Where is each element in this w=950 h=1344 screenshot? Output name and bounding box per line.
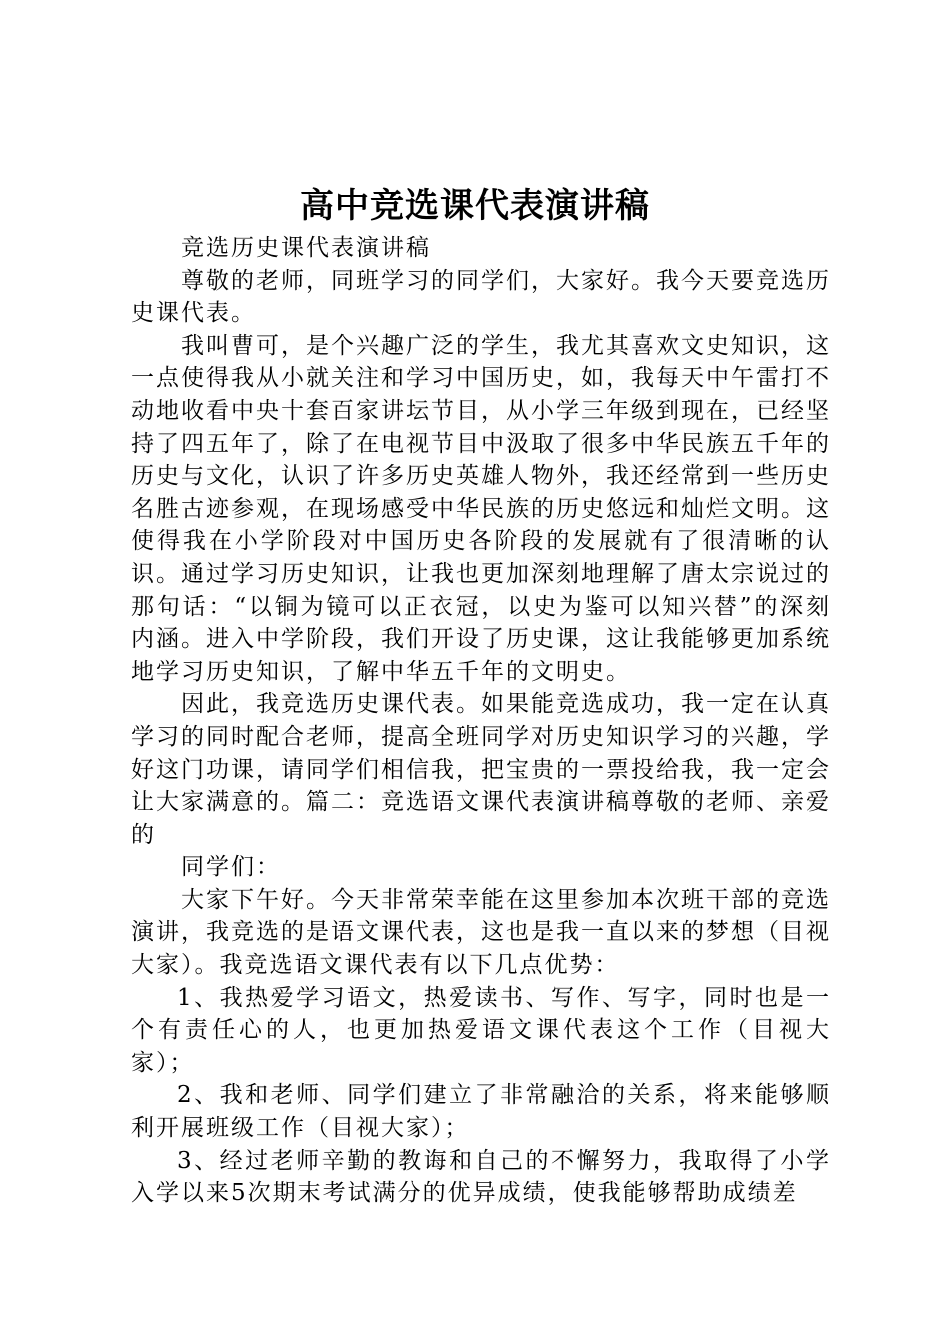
paragraph: 竞选历史课代表演讲稿 — [181, 235, 431, 261]
paragraph: 1、我热爱学习语文，热爱读书、写作、写字，同时也是一个有责任心的人，也更加热爱语文课代表这个工作（目视大家）； — [131, 984, 831, 1076]
paragraph: 3、经过老师辛勤的教诲和自己的不懈努力，我取得了小学入学以来5次期末考试满分的优异成绩，使我能够帮助成绩差 — [131, 1147, 831, 1207]
paragraph: 大家下午好。今天非常荣幸能在这里参加本次班干部的竞选演讲，我竞选的是语文课代表，这也是我一直以来的梦想（目视大家）。我竞选语文课代表有以下几点优势： — [131, 886, 831, 979]
paragraph: 我叫曹可，是个兴趣广泛的学生，我尤其喜欢文史知识，这一点使得我从小就关注和学习中国历史，如，我每天中午雷打不动地收看中央十套百家讲坛节目，从小学三年级到现在，已经坚持了四五年了，除了在电视节目中汲取了很多中华民族五千年的历史与文化，认识了许多历史英雄人物外，我还经常到一些历史名胜古迹参观，在现场感受中华民族的历史悠远和灿烂文明。这使得我在小学阶段对中国历史各阶段的发展就有了很清晰的认识。通过学习历史知识，让我也更加深刻地理解了唐太宗说过的那句话：“以铜为镜可以正衣冠，以史为鉴可以知兴替”的深刻内涵。进入中学阶段，我们开设了历史课，这让我能够更加系统地学习历史知识，了解中华五千年的文明史。 — [131, 332, 831, 685]
paragraph: 2、我和老师、同学们建立了非常融洽的关系，将来能够顺利开展班级工作（目视大家）； — [131, 1082, 831, 1142]
paragraph: 同学们： — [181, 854, 281, 881]
document-title: 高中竞选课代表演讲稿 — [300, 186, 650, 226]
paragraph: 尊敬的老师，同班学习的同学们，大家好。我今天要竞选历史课代表。 — [131, 267, 831, 327]
document-body — [131, 232, 831, 1210]
paragraph: 因此，我竞选历史课代表。如果能竞选成功，我一定在认真学习的同时配合老师，提高全班同学对历史知识学习的兴趣，学好这门功课，请同学们相信我，把宝贵的一票投给我，我一定会让大家满意的。篇二：竞选语文课代表演讲稿尊敬的老师、亲爱的 — [131, 691, 831, 848]
